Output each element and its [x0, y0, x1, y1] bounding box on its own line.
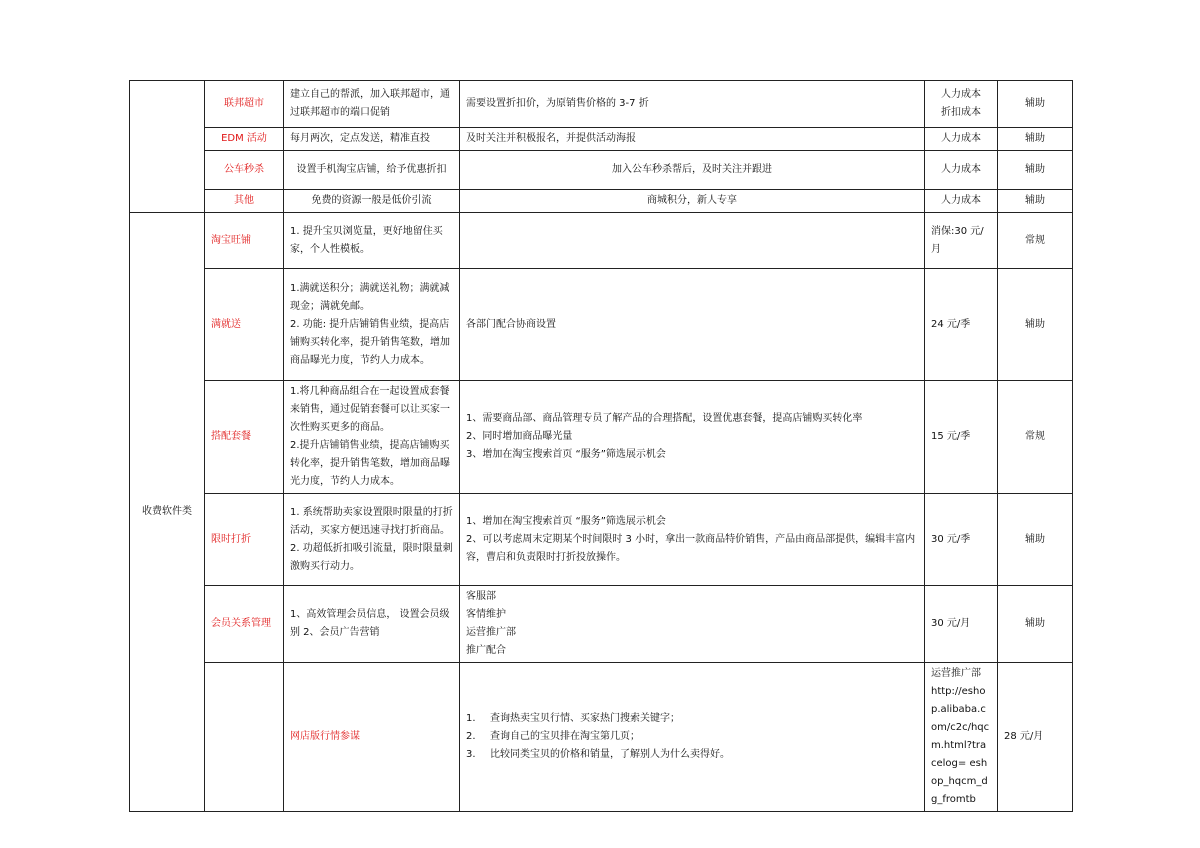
tool-measure: 及时关注并积极报名，并提供活动海报: [460, 128, 925, 151]
category-cell-empty: [205, 663, 284, 812]
tool-name: 公车秒杀: [205, 151, 284, 190]
tool-description: [284, 494, 460, 586]
tool-role: 辅助: [998, 269, 1073, 381]
table-row: [130, 494, 1073, 586]
tool-measure: [460, 586, 925, 663]
tool-cost: 消保:30 元/月: [925, 213, 998, 269]
tool-name: 搭配套餐: [205, 381, 284, 494]
measure-line: 2、可以考虑周末定期某个时间限时 3 小时，拿出一款商品特价销售，产品由商品部提供，编辑丰富内容，曹启和负责限时打折投放操作。: [466, 533, 916, 563]
tool-name: 限时打折: [205, 494, 284, 586]
measure-line: 1、需要商品部、商品管理专员了解产品的合理搭配，设置优惠套餐，提高店铺购买转化率: [466, 413, 863, 424]
tool-description: 免费的资源一般是低价引流: [284, 190, 460, 213]
tool-description: 1. 提升宝贝浏览量，更好地留住买家，个人性模板。: [284, 213, 460, 269]
tool-cost: 28 元/月: [998, 663, 1073, 812]
tool-name: 联邦超市: [205, 81, 284, 128]
tool-role: 常规: [998, 213, 1073, 269]
tool-measure: [460, 213, 925, 269]
tool-measure: 加入公车秒杀帮后，及时关注并跟进: [460, 151, 925, 190]
tool-name: 满就送: [205, 269, 284, 381]
tool-role: 辅助: [998, 586, 1073, 663]
desc-line: 2.提升店铺销售业绩，提高店铺购买转化率，提升销售笔数，增加商品曝光力度，节约人力成本。: [290, 440, 450, 487]
tool-name: 网店版行情参谋: [284, 663, 460, 812]
numbered-list: [466, 710, 918, 764]
tool-description: 设置手机淘宝店铺，给予优惠折扣: [284, 151, 460, 190]
list-item: 1. 查询热卖宝贝行情、买家热门搜索关键字；: [466, 713, 680, 724]
list-item: 2. 查询自己的宝贝排在淘宝第几页；: [466, 731, 640, 742]
tool-cost: 30 元/月: [925, 586, 998, 663]
tool-description: 每月两次，定点发送，精准直投: [284, 128, 460, 151]
table-row: [130, 381, 1073, 494]
tool-role: 辅助: [998, 190, 1073, 213]
tool-cost: 15 元/季: [925, 381, 998, 494]
tool-measure: [460, 381, 925, 494]
tool-name: 会员关系管理: [205, 586, 284, 663]
measure-line: 客服部: [466, 591, 496, 602]
table-row: [130, 213, 1073, 269]
url-text: http://eshop.alibaba.com/c2c/hqcm.html?tracelog= eshop_hqcm_dg_fromtb: [931, 686, 990, 805]
tool-measure: 商城积分，新人专享: [460, 190, 925, 213]
tool-role: 辅助: [998, 494, 1073, 586]
tool-role: 辅助: [998, 151, 1073, 190]
tool-measure: [460, 494, 925, 586]
desc-line: 2. 功能: 提升店铺销售业绩，提高店铺购买转化率，提升销售笔数，增加商品曝光力度，节约人力成本。: [290, 318, 450, 366]
tool-cost: 24 元/季: [925, 269, 998, 381]
category-label: 收费软件类: [130, 213, 205, 812]
measure-line: 2、同时增加商品曝光量: [466, 431, 573, 442]
tool-cost: 人力成本: [925, 190, 998, 213]
measure-line: 客情维护: [466, 609, 506, 620]
tool-measure: 各部门配合协商设置: [460, 269, 925, 381]
tool-name: EDM 活动: [205, 128, 284, 151]
tool-cost: 30 元/季: [925, 494, 998, 586]
tool-name: 淘宝旺铺: [205, 213, 284, 269]
table-row: [130, 269, 1073, 381]
desc-line: 1.将几种商品组合在一起设置成套餐来销售，通过促销套餐可以让买家一次性购买更多的商品。: [290, 386, 450, 433]
table-row: [130, 586, 1073, 663]
desc-line: 1.满就送积分；满就送礼物；满就减现金；满就免邮。: [290, 282, 450, 312]
tool-measure: [925, 663, 998, 812]
cost-line: 人力成本: [941, 89, 981, 100]
measure-line: 运营推广部: [931, 668, 981, 679]
tool-description: [284, 269, 460, 381]
tool-role: 辅助: [998, 81, 1073, 128]
table-row: [130, 151, 1073, 190]
table-row: [130, 190, 1073, 213]
tool-cost: 人力成本: [925, 151, 998, 190]
table-row: [130, 663, 1073, 812]
list-item: 3. 比较同类宝贝的价格和销量，了解别人为什么卖得好。: [466, 749, 730, 760]
tool-description: [284, 381, 460, 494]
tool-description: 1、高效管理会员信息， 设置会员级别 2、会员广告营销: [284, 586, 460, 663]
table-row: [130, 81, 1073, 128]
measure-line: 推广配合: [466, 645, 506, 656]
category-cell-empty: [130, 81, 205, 213]
measure-line: 3、增加在淘宝搜索首页 “服务”筛选展示机会: [466, 449, 666, 460]
tool-role: 常规: [998, 381, 1073, 494]
tool-measure: 需要设置折扣价，为原销售价格的 3-7 折: [460, 81, 925, 128]
promotion-tools-table: [129, 80, 1073, 812]
tool-name: 其他: [205, 190, 284, 213]
tool-cost: 人力成本: [925, 128, 998, 151]
tool-role: 辅助: [998, 128, 1073, 151]
table-row: [130, 128, 1073, 151]
cost-line: 折扣成本: [941, 107, 981, 118]
tool-cost: [925, 81, 998, 128]
measure-line: 运营推广部: [466, 627, 516, 638]
desc-line: 2. 功超低折扣吸引流量，限时限量刺激购买行动力。: [290, 542, 453, 572]
tool-description: [460, 663, 925, 812]
tool-description: 建立自己的帮派，加入联邦超市，通过联邦超市的端口促销: [284, 81, 460, 128]
measure-line: 1、增加在淘宝搜索首页 “服务”筛选展示机会: [466, 515, 666, 527]
desc-line: 1. 系统帮助卖家设置限时限量的打折活动，买家方便迅速寻找打折商品。: [290, 506, 453, 536]
